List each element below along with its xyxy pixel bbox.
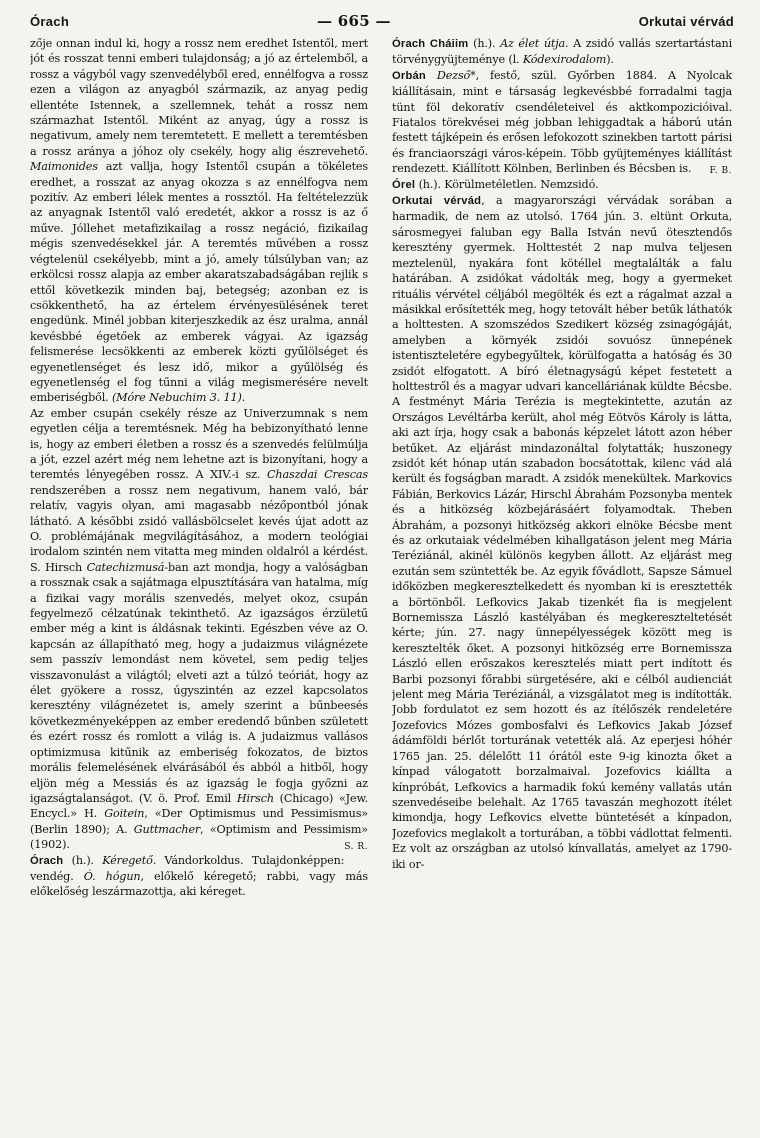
entry-headword: Órel [392, 178, 416, 191]
running-header [30, 8, 734, 34]
entry-headword: Orkutai vérvád [392, 195, 482, 208]
page-number: — 665 — [316, 12, 391, 30]
header-right-headword: Orkutai vérvád [638, 13, 734, 29]
right-column [392, 36, 732, 1126]
author-signature: S. R. [344, 842, 368, 853]
paragraph-optimism-1: zője onnan indul ki, hogy a rossz nem eredhet Istentől, mert jót és rosszat tenni emberi tulajdonság; a jó az értelemből, a rossz a vágyból vagy szenvedélyből ered, ennélfogva a rossz ezen a világon az anyagból származik, az anyag pedig ellentéte Istennek, a szellemnek, tehát a rossz nem származhat Istentől. Miként az anyag, úgy a rossz is negativum, amely nem teremtetett. E mellett a teremtésben a rossz aránya a jóhoz oly csekély, hogy alig észrevehető. Maimonides azt vallja, hogy Istentől csupán a tökéletes eredhet, a rosszat az anyag okozza s az ennélfogva nem pozitív. Az emberi lélek mentes a rossztól. Ha feltételezzük az anyagnak Istentől való eredetét, akkor a rossz is az ő műve. Jóllehet metafizikailag a rossz negáció, fizikailag mégis szenvedésekkel jár. A teremtés művében a rossz végtelenül csekélyebb, mint a jó, amely túlsúlyban van; az erkölcsi rossz alapja az ember akaratszabadságában rejlik s ettől következik minden baj, betegség; azonban ez is csökkenthető, ha az értelem érvényesülésének teret engedünk. Minél jobban kiterjeszkedik az ész uralma, annál kevésbbé égetőek az emberek vágyai. Az igazság felismerése lecsökkenti az emberek közti gyűlölséget és egyenetlenséget és lesz idő, mikor a gyűlölség és egyenetlenség el fog tűnni a világ megismerésére nevelt emberiségből. (Móre Nebuchim 3. 11). [30, 37, 368, 405]
author-signature: F. B. [709, 166, 732, 177]
paragraph-optimism-2: Az ember csupán csekély része az Univerzumnak s nem egyetlen célja a teremtésnek. Még ha bebizonyítható lenne is, hogy az emberi életben a rossz és a szenvedés felülmúlja a jót, ezzel azért még nem lehetne azt is bizonyítani, hogy a teremtés lényegében rossz. A XIV.-i sz. Chaszdai Crescas rendszerében a rossz nem negativum, hanem való, bár relatív, vagyis olyan, ami magasabb nézőpontból jónak látható. A későbbi zsidó vallásbölcselet kevés újat adott az O. problémájának megvilágításához, a modern teológiai irodalom szintén nem vitatta meg minden oldalról a kérdést. S. Hirsch Catechizmusá-ban azt mondja, hogy a valóságban a rossznak csak a sajátmaga elpusztítására van hatalma, míg a fizikai vagy morális szenvedés, melyet okoz, csupán fegyelmező célzatúnak tekinthető. Az igazságos érzületű ember még a kint is áldásnak tekinti. Egészben véve az O. kapcsán az állapítható meg, hogy a judaizmus világnézete sem passzív lemondást nem követel, sem pedig teljes visszavonulást a világtól; elveti azt a túlzó teóriát, hogy az élet gyökere a rossz, úgyszintén az ezzel kapcsolatos keresztény világnézetet is, amely szerint a bűnbeesés következményeképpen az ember eredendő bűnben született és ezért rossz és romlott a világ is. A judaizmus vallásos optimizmusa kitűnik az emberiség fokozatos, de biztos morális felemelésének elvárásából és abból a hitből, hogy eljön még a Messiás és az igazság le fogja győzni az igazságtalanságot. (V. ö. Prof. Emil Hirsch (Chicago) «Jew. Encycl.» H. Goitein, «Der Optimismus und Pessimismus» (Berlin 1890); A. Guttmacher, «Optimism and Pessimism» (1902). S. R. [30, 406, 368, 853]
entry-orban: Orbán Dezső*, festő, szül. Győrben 1884. A Nyolcak kiállításain, mint e társaság legkevésbbé forradalmi tagja tünt föl dekoratív csendéleteivel és aktkompozicióival. Fiatalos törekvései még jobban lehiggadtak a háború után festett tájképein és erősen lefokozott szinekben tartott párisi és franciaországi város-képein. Több gyüjteményes kiállítást rendezett. Kiállított Kölnben, Berlinben és Bécsben is. F. B. [392, 68, 732, 177]
entry-headword: Órach Cháiim [392, 38, 469, 50]
entry-orkutai-vervad: Orkutai vérvád, a magyarországi vérvádak sorában a harmadik, de nem az utolsó. 1764 jún. 3. eltünt Orkuta, sárosmegyei faluban egy Balla István nevű ötesztendős keresztény gyermek. Holttestét 2 nap mulva teljesen meztelenül, nyakára font kötéllel megtalálták a falu határában. A zsidókat vádolták meg, hogy a gyermeket rituális vérvétel céljából megölték és ezt a rágalmat azzal a másikkal erősítették meg, hogy tetovált héber betűk láthatók a holttesten. A szomszédos Szedikert község zsinagógáját, amelyben a környék zsidói sovuósz ünnepének istentiszteletére egybegyűltek, körülfogatta a hatóság és 30 zsidót elfogatott. A bíró életnagyságú képet festetett a holttestről és a magyar udvari kancelláriának küldte Bécsbe. A festményt Mária Terézia is megtekintette, azután az Országos Levéltárba került, ahol még Eötvös Károly is látta, aki azt írja, hogy csak a babonás képzelet látott azon héber betűket. Az eljárást mindazonáltal folytatták; huszonegy zsidót két hónap után szabadon bocsátottak, kilenc vád alá került és fogságban maradt. A zsidók menekültek. Markovics Fábián, Berkovics Lázár, Hirschl Ábrahám Pozsonyba mentek és a hitközség közbejárásáért folyamodtak. Theben Ábrahám, a pozsonyi hitközség akkori elnöke Bécsbe ment és az orkutaiak védelmében kihallgatáson jelent meg Mária Teréziánál, akinél különös kegyben állott. Az eljárást meg ezután sem szüntették be. Az egyik fővádlott, Sapsze Sámuel időközben megkeresztelkedett és nyomban ki is eresztették a börtönből. Lefkovics Jakab tizenkét fia is megjelent Bornemissza László kastélyában és megkereszteltetését kérte; jún. 27. nagy ünnepélyességek között meg is keresztelték őket. A pozsonyi hitközség erre Bornemissza László ellen erőszakos keresztelés miatt pert indított és Barbi pozsonyi főrabbi sürgetésére, aki e célból audienciát jelent meg Mária Teréziánál, a vizsgálatot meg is indították. Jobb fordulatot ez sem hozott és az ítélőszék rendeletére Jozefovics Mózes gombosfalvi és Lefkovics Jakab József ádámföldi bérlőt torturának vetették alá. Az eperjesi hóhér 1765 jan. 25. délelőtt 11 órától este 9-ig kinozta őket a kínpad válogatott borzalmaival. Jozefovics kiállta a kínpróbát, Lefkovics a harmadik fokú kemény vallatás után szenvedéseibe belehalt. Az 1765 tavaszán meghozott ítélet kimondja, hogy Lefkovics elvette büntetését a kínpadon, Jozefovics meglakolt a torturában, a többi vádlottat felmenti. Ez volt az országban az utolsó kínvallatás, amelyet az 1790-iki or- [392, 194, 732, 871]
header-left-headword: Órach [30, 13, 70, 29]
entry-headword: Orbán [392, 69, 426, 82]
entry-orach-chaiim: Órach Cháiim (h.). Az élet útja. A zsidó vallás szertartástani törvénygyüjteménye (l. Kódexirodalom). [392, 37, 732, 67]
entry-headword: Órach [30, 854, 64, 867]
left-column [30, 36, 368, 1126]
entry-orel: Órel (h.). Körülmetéletlen. Nemzsidó. [392, 177, 599, 191]
entry-orach: Órach (h.). Kéregető. Vándorkoldus. Tulajdonképpen: vendég. Ó. hógun, előkelő kéregető; rabbi, vagy más előkelőség leszármazottja, aki kéreget. [30, 853, 368, 899]
